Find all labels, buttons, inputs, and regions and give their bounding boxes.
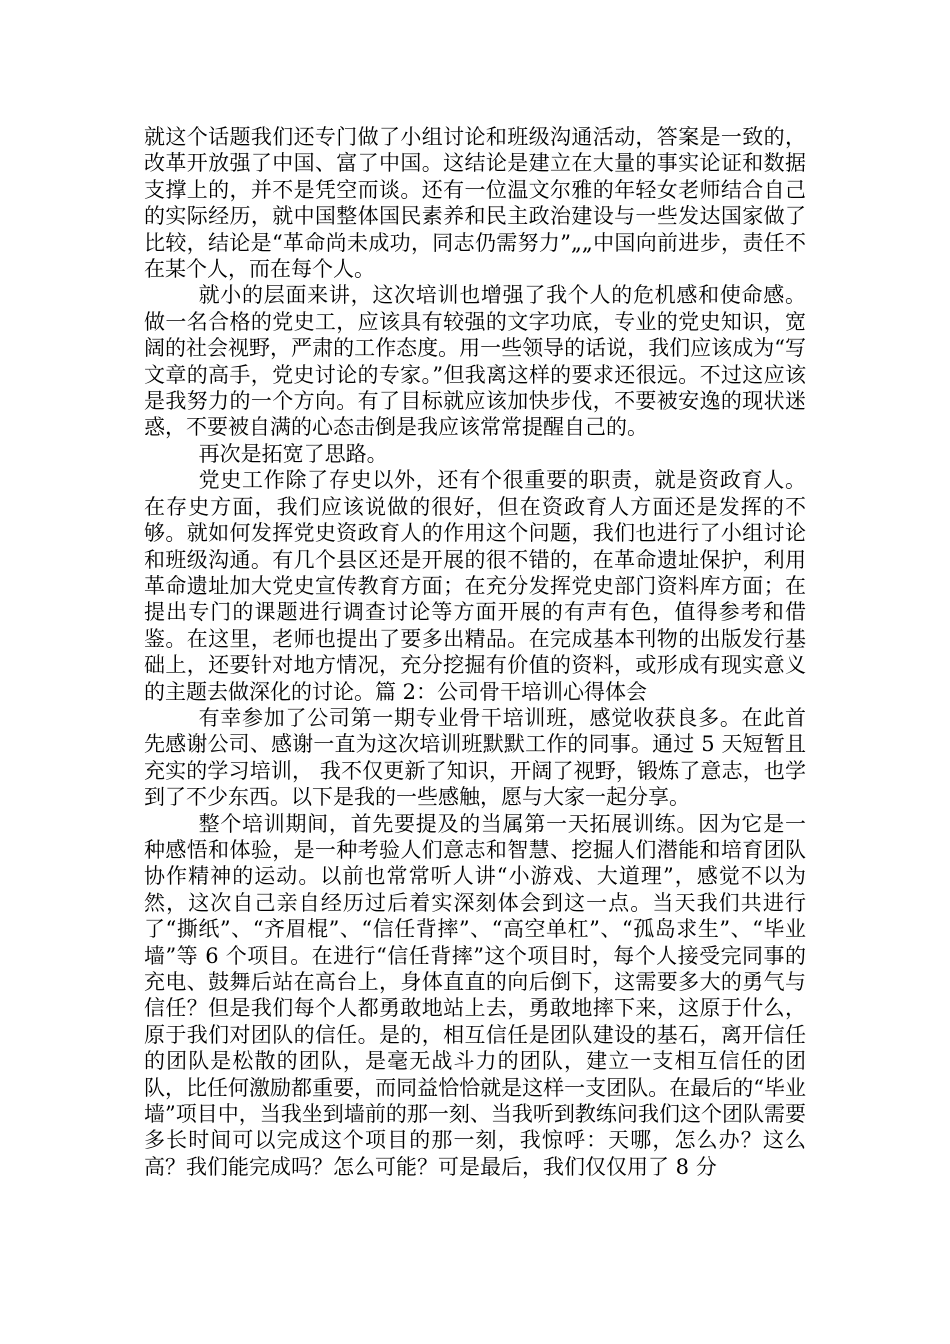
paragraph-3: 再次是拓宽了思路。	[198, 441, 388, 466]
paragraph-4: 党史工作除了存史以外，还有个很重要的职责，就是资政育人。在存史方面，我们应该说做的很好，但在资政育人方面还是发挥的不够。就如何发挥党史资政育人的作用这个问题，我们也进行了小组讨论和班级沟通。有几个县区还是开展的很不错的，在革命遗址保护，利用革命遗址加大党史宣传教育方面；在充分发挥党史部门资料库方面；在提出专门的课题进行调查讨论等方面开展的有声有色，值得参考和借鉴。在这里，老师也提出了要多出精品。在完成基本刊物的出版发行基础上，还要针对地方情况，充分挖掘有价值的资料，或形成有现实意义的主题去做深化的讨论。篇 2：公司骨干培训心得体会	[144, 468, 806, 704]
paragraph-1: 就这个话题我们还专门做了小组讨论和班级沟通活动，答案是一致的，改革开放强了中国、富了中国。这结论是建立在大量的事实论证和数据支撑上的，并不是凭空而谈。还有一位温文尔雅的年轻女老师结合自己的实际经历，就中国整体国民素养和民主政治建设与一些发达国家做了比较，结论是“革命尚未成功，同志仍需努力”„„中国向前进步，责任不在某个人，而在每个人。	[144, 125, 806, 282]
paragraph-6: 整个培训期间，首先要提及的当属第一天拓展训练。因为它是一种感悟和体验，是一种考验人们意志和智慧、挖掘人们潜能和培育团队协作精神的运动。以前也常常听人讲“小游戏、大道理”，感觉不以为然，这次自己亲自经历过后着实深刻体会到这一点。当天我们共进行了“撕纸”、“齐眉棍”、“信任背摔”、“高空单杠”、“孤岛求生”、“毕业墙”等 6 个项目。在进行“信任背摔”这个项目时，每个人接受完同事的充电、鼓舞后站在高台上，身体直直的向后倒下，这需要多大的勇气与信任？但是我们每个人都勇敢地站上去，勇敢地摔下来，这原于什么，原于我们对团队的信任。是的，相互信任是团队建设的基石，离开信任的团队是松散的团队，是毫无战斗力的团队，建立一支相互信任的团队，比任何激励都重要，而同益恰恰就是这样一支团队。在最后的“毕业墙”项目中，当我坐到墙前的那一刻、当我听到教练问我们这个团队需要多长时间可以完成这个项目的那一刻，我惊呼：天哪，怎么办？这么高？我们能完成吗？怎么可能？可是最后，我们仅仅用了 8 分	[144, 811, 806, 1179]
body-text	[144, 124, 806, 1180]
paragraph-2: 就小的层面来讲，这次培训也增强了我个人的危机感和使命感。做一名合格的党史工，应该具有较强的文字功底，专业的党史知识，宽阔的社会视野，严肃的工作态度。用一些领导的话说，我们应该成为“写文章的高手，党史讨论的专家。”但我离这样的要求还很远。不过这应该是我努力的一个方向。有了目标就应该加快步伐，不要被安逸的现状迷惑，不要被自满的心态击倒是我应该常常提醒自己的。	[144, 283, 806, 440]
paragraph-5: 有幸参加了公司第一期专业骨干培训班，感觉收获良多。在此首先感谢公司、感谢一直为这次培训班默默工作的同事。通过 5 天短暂且充实的学习培训， 我不仅更新了知识，开阔了视野，锻炼了意志，也学到了不少东西。以下是我的一些感触，愿与大家一起分享。	[144, 705, 806, 810]
